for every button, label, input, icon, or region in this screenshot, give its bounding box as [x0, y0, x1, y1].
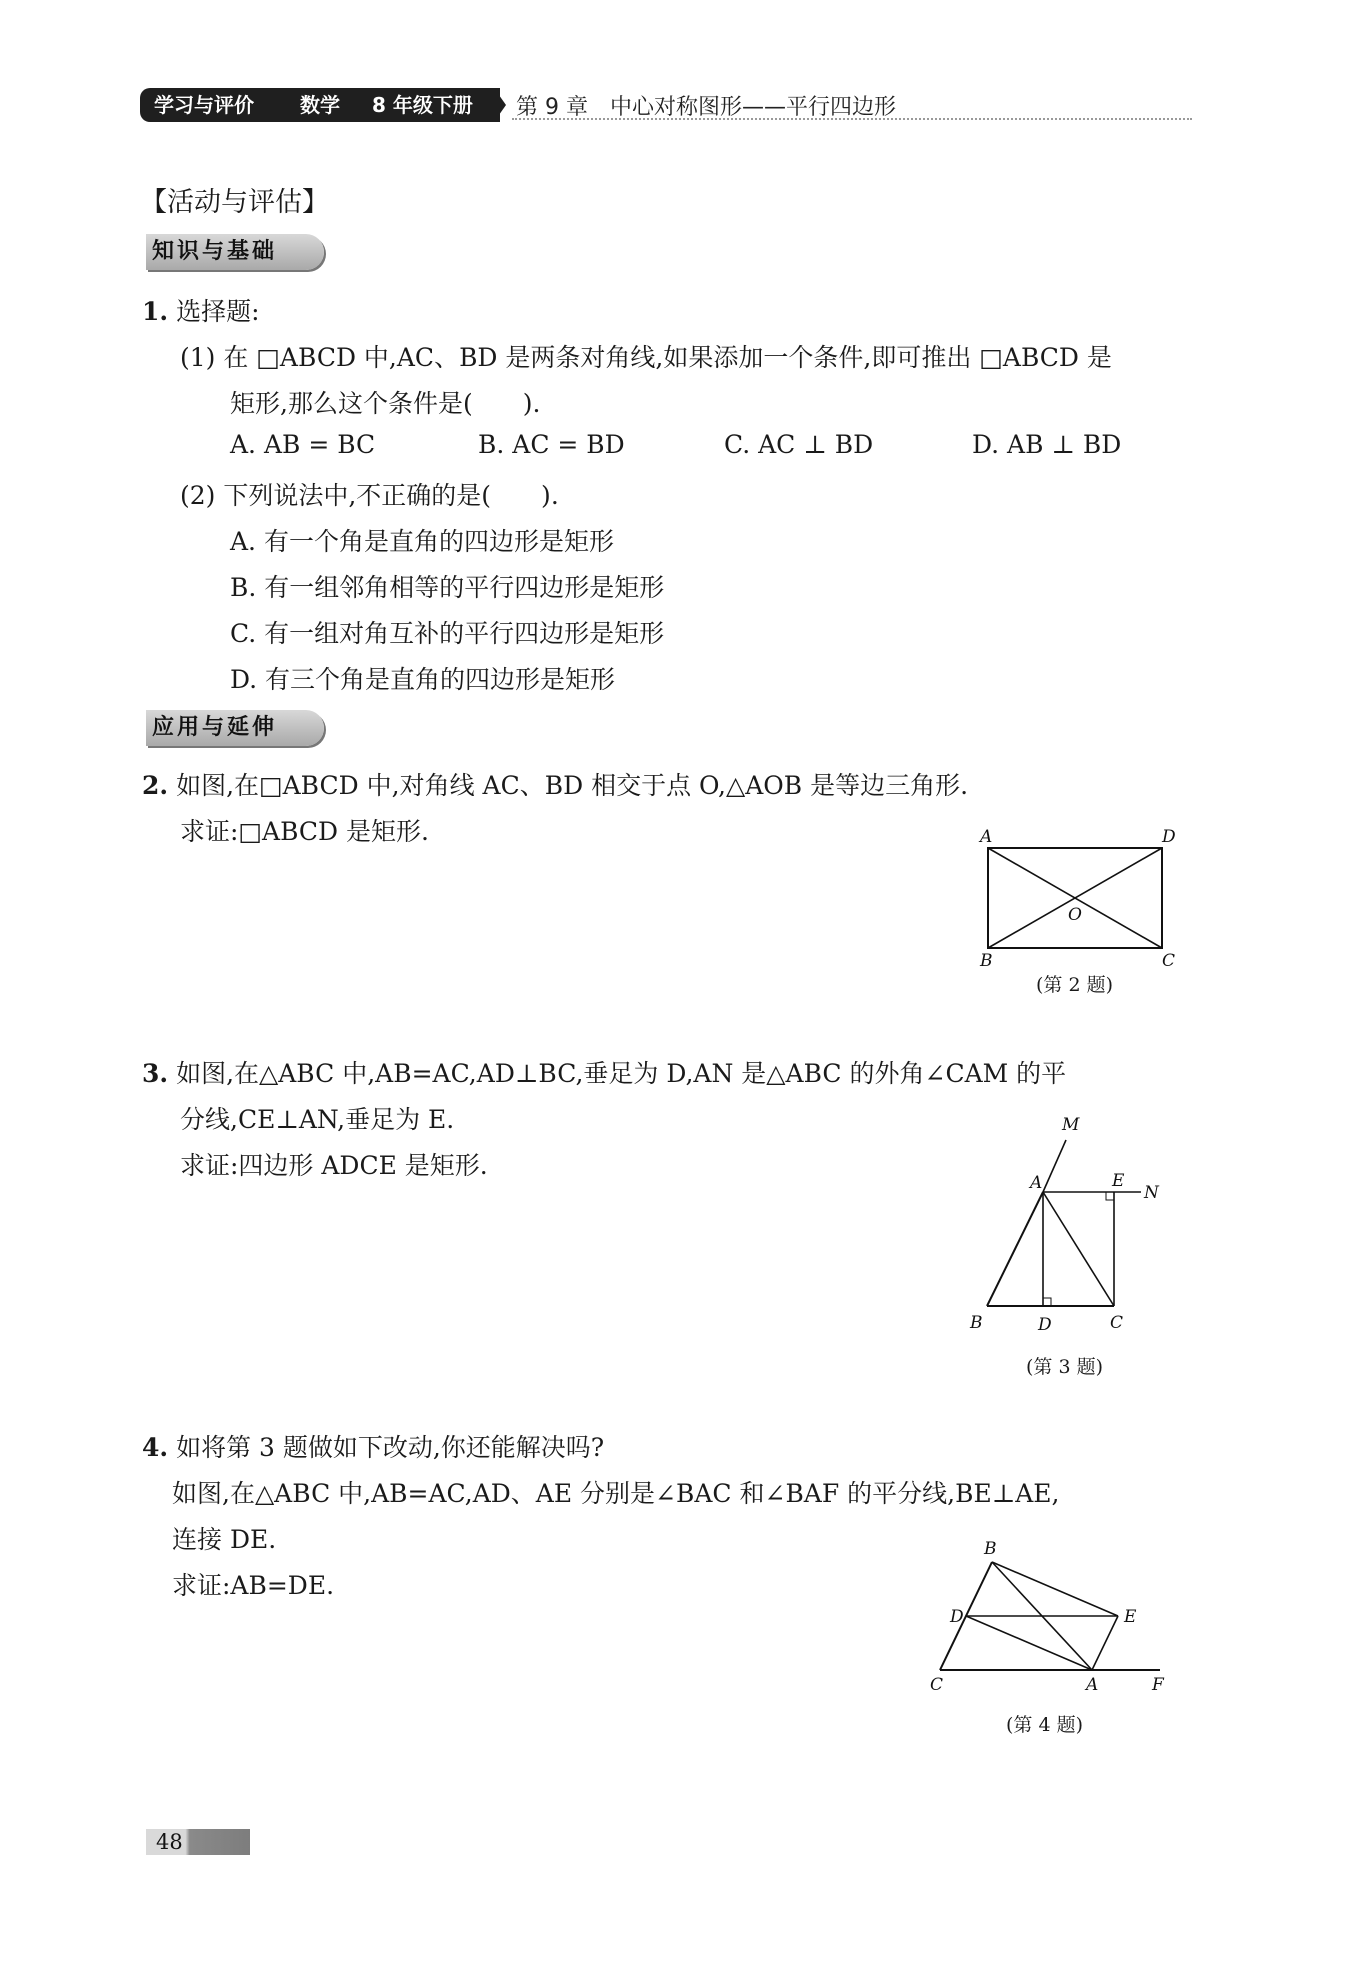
- header-subject: 数学: [300, 93, 340, 117]
- header-notch: [494, 88, 506, 122]
- q1-part1-option-a: A. AB = BC: [230, 430, 376, 459]
- question-2-line2: 求证:□ABCD 是矩形.: [180, 817, 429, 846]
- q4-label-d: D: [950, 1607, 964, 1627]
- question-4-line1: [142, 1428, 604, 1464]
- q1-part1-option-c: C. AC ⊥ BD: [724, 430, 874, 459]
- q1-part1-option-d: D. AB ⊥ BD: [972, 430, 1122, 459]
- question-4-line2: 如图,在△ABC 中,AB=AC,AD、AE 分别是∠BAC 和∠BAF 的平分线,BE⊥AE,: [172, 1479, 1060, 1508]
- header-bar: [140, 88, 500, 122]
- section-title: 【活动与评估】: [140, 187, 329, 218]
- q4-segment-be: [992, 1562, 1118, 1616]
- question-1-heading: [142, 292, 260, 328]
- q3-right-angle-e: [1106, 1192, 1114, 1200]
- q3-label-m: M: [1062, 1115, 1080, 1135]
- q4-label-e: E: [1124, 1607, 1137, 1627]
- q3-ray-am: [1043, 1140, 1066, 1192]
- q4-label-b: B: [984, 1539, 997, 1559]
- q3-caption: (第 3 题): [1026, 1356, 1103, 1378]
- q3-label-d: D: [1038, 1315, 1052, 1335]
- badge-knowledge-basics: 知识与基础: [146, 234, 324, 270]
- q1-part2-option-b: B. 有一组邻角相等的平行四边形是矩形: [230, 573, 665, 602]
- q3-label-a: A: [1030, 1173, 1043, 1193]
- q1-part1-option-b: B. AC = BD: [478, 430, 625, 459]
- header-series: 学习与评价: [154, 93, 254, 117]
- question-4-line3: 连接 DE.: [172, 1525, 277, 1554]
- q3-side-ac: [1043, 1192, 1114, 1306]
- q3-side-ab: [987, 1192, 1043, 1306]
- q1-part2-line1: (2) 下列说法中,不正确的是( ).: [180, 481, 559, 510]
- question-3-number: 3.: [142, 1059, 169, 1088]
- q3-label-c: C: [1110, 1313, 1124, 1333]
- q1-part2-option-c: C. 有一组对角互补的平行四边形是矩形: [230, 619, 665, 648]
- question-3-line2: 分线,CE⊥AN,垂足为 E.: [180, 1105, 455, 1134]
- q2-label-a: A: [980, 827, 993, 847]
- question-4-text: 如将第 3 题做如下改动,你还能解决吗?: [176, 1433, 605, 1462]
- q2-label-b: B: [980, 951, 993, 971]
- figure-q3-triangle: [960, 1110, 1180, 1340]
- q3-label-e: E: [1112, 1171, 1125, 1191]
- badge-application-extension: 应用与延伸: [146, 710, 324, 746]
- header-grade: 8 年级下册: [372, 93, 473, 117]
- figure-q4-triangle: [920, 1530, 1180, 1700]
- question-3-line3: 求证:四边形 ADCE 是矩形.: [180, 1151, 488, 1180]
- q2-label-o: O: [1068, 905, 1082, 925]
- question-3-text: 如图,在△ABC 中,AB=AC,AD⊥BC,垂足为 D,AN 是△ABC 的外角∠CAM 的平: [176, 1059, 1067, 1088]
- q2-caption: (第 2 题): [1036, 974, 1113, 996]
- q4-caption: (第 4 题): [1006, 1714, 1083, 1736]
- header-chapter: 第 9 章 中心对称图形——平行四边形: [516, 95, 896, 120]
- question-4-line4: 求证:AB=DE.: [172, 1571, 335, 1600]
- question-2-line1: [142, 766, 968, 802]
- question-1-number: 1.: [142, 297, 169, 326]
- q4-segment-ad: [966, 1616, 1092, 1670]
- q1-part1-line2: 矩形,那么这个条件是( ).: [230, 389, 541, 418]
- q2-label-d: D: [1162, 827, 1176, 847]
- question-3-line1: [142, 1054, 1066, 1090]
- q1-part2-option-d: D. 有三个角是直角的四边形是矩形: [230, 665, 616, 694]
- q3-label-n: N: [1144, 1183, 1159, 1203]
- header-dotted-rule: [512, 118, 1192, 120]
- question-4-number: 4.: [142, 1433, 169, 1462]
- q4-label-c: C: [930, 1675, 944, 1695]
- q1-part2-option-a: A. 有一个角是直角的四边形是矩形: [230, 527, 614, 556]
- q4-label-a: A: [1086, 1675, 1099, 1695]
- question-2-text: 如图,在□ABCD 中,对角线 AC、BD 相交于点 O,△AOB 是等边三角形.: [176, 771, 969, 800]
- q4-segment-ae: [1092, 1616, 1118, 1670]
- q1-part1-line1: (1) 在 □ABCD 中,AC、BD 是两条对角线,如果添加一个条件,即可推出 □ABCD 是: [180, 343, 1112, 372]
- question-2-number: 2.: [142, 771, 169, 800]
- q3-label-b: B: [970, 1313, 983, 1333]
- question-1-text: 选择题:: [176, 297, 260, 326]
- q3-right-angle-d: [1043, 1298, 1051, 1306]
- page-number: 48: [156, 1830, 183, 1854]
- q2-label-c: C: [1162, 951, 1176, 971]
- q4-label-f: F: [1152, 1675, 1164, 1695]
